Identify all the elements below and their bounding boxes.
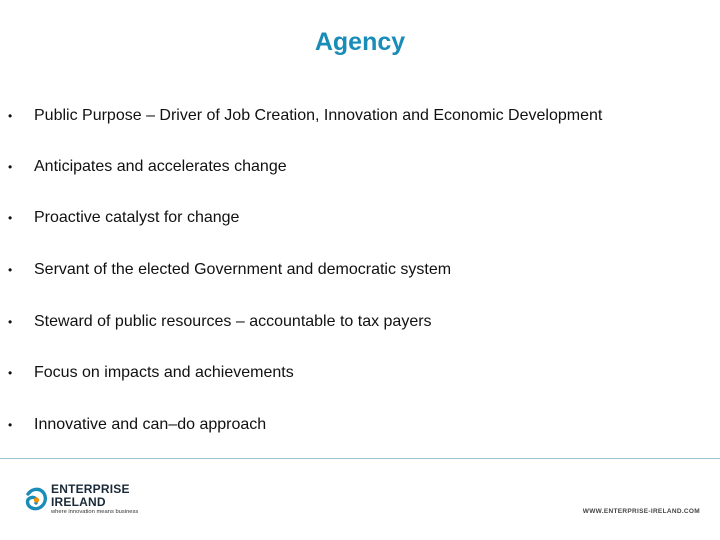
bullet-item — [0, 258, 720, 282]
bullet-dot: • — [8, 315, 13, 329]
bullet-item — [0, 206, 720, 230]
bullet-text: Steward of public resources – accountable to tax payers — [34, 313, 432, 330]
bullet-text: Focus on impacts and achievements — [34, 364, 294, 381]
logo-line-1: ENTERPRISE — [51, 482, 130, 496]
bullet-dot: • — [8, 263, 13, 277]
bullet-item — [0, 413, 720, 437]
enterprise-ireland-swirl-icon — [24, 484, 48, 514]
footer-divider — [0, 458, 720, 459]
website-url: WWW.ENTERPRISE-IRELAND.COM — [582, 508, 700, 515]
bullet-text: Innovative and can–do approach — [34, 416, 267, 433]
bullet-item — [0, 155, 720, 179]
bullet-item — [0, 104, 720, 128]
bullet-text: Public Purpose – Driver of Job Creation, Innovation and Economic Development — [34, 107, 603, 124]
bullet-dot: • — [8, 109, 13, 123]
slide-title: Agency — [314, 28, 406, 56]
bullet-item — [0, 310, 720, 334]
bullet-dot: • — [8, 366, 13, 380]
bullet-text: Servant of the elected Government and democratic system — [34, 261, 452, 278]
enterprise-ireland-logo — [24, 482, 154, 522]
logo-line-2: IRELAND — [51, 494, 106, 509]
bullet-dot: • — [8, 160, 13, 174]
bullet-text: Proactive catalyst for change — [34, 209, 240, 226]
bullet-item — [0, 361, 720, 385]
bullet-text: Anticipates and accelerates change — [34, 158, 287, 175]
logo-wordmark — [51, 483, 130, 508]
logo-tagline: where innovation means business — [51, 509, 139, 515]
bullet-dot: • — [8, 211, 13, 225]
bullet-dot: • — [8, 418, 13, 432]
